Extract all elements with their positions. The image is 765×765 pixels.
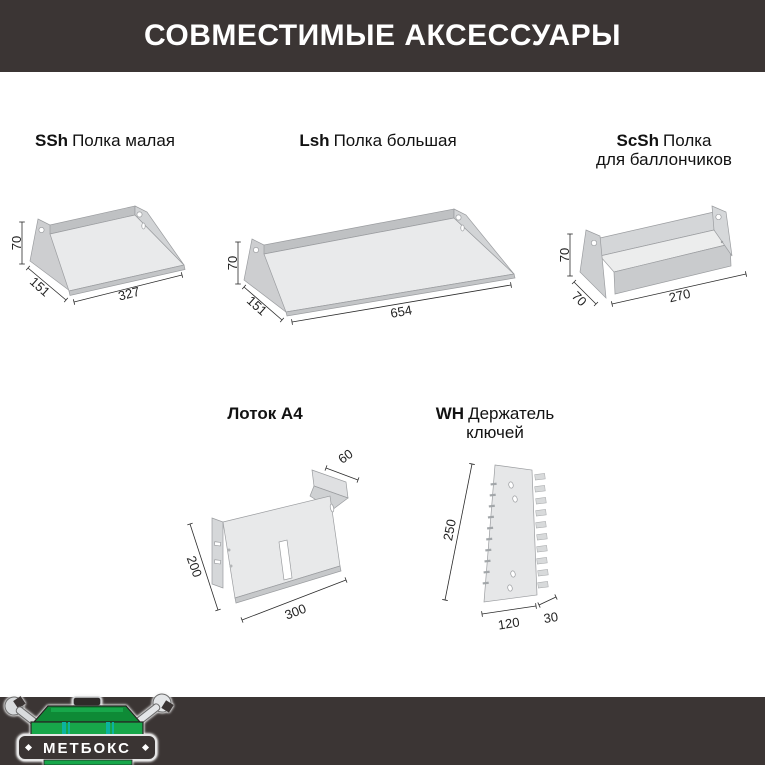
logo-text: МЕТБОКС	[43, 740, 131, 757]
product-title-lotok	[165, 404, 365, 423]
dim-depth: 30	[542, 608, 560, 627]
dim-width: 270	[667, 285, 692, 306]
product-name: Полка	[663, 131, 712, 150]
logo-plaque	[18, 735, 156, 760]
shelf-illustration	[30, 206, 185, 296]
metbox-logo	[2, 694, 177, 765]
dim-height: 70	[9, 235, 24, 251]
product-name: Держатель	[468, 404, 555, 423]
shelf-illustration	[244, 209, 515, 316]
product-name: Полка малая	[72, 131, 175, 150]
product-title-scsh	[564, 131, 764, 169]
product-name-line2: для баллончиков	[596, 150, 732, 169]
dim-height: 70	[225, 255, 240, 271]
product-title-ssh	[10, 131, 200, 150]
dim-depth: 70	[568, 288, 590, 310]
product-name: Полка большая	[333, 131, 457, 150]
lsh-drawing	[222, 190, 537, 330]
tray-illustration	[212, 470, 348, 603]
dim-width: 327	[116, 283, 142, 304]
lotok-drawing	[160, 430, 410, 665]
product-code: SSh	[35, 131, 69, 150]
dim-depth: 60	[335, 446, 356, 467]
wh-drawing	[412, 428, 602, 673]
product-name: Лоток А4	[227, 404, 303, 423]
dim-height: 200	[183, 553, 206, 580]
scsh-drawing	[550, 192, 760, 322]
dim-width: 654	[389, 302, 414, 321]
dim-depth: 151	[26, 273, 54, 300]
dim-height: 250	[440, 517, 459, 542]
product-code: Lsh	[299, 131, 330, 150]
key-holder-illustration	[483, 465, 549, 602]
page-title: СОВМЕСТИМЫЕ АКСЕССУАРЫ	[143, 19, 622, 52]
product-title-lsh	[278, 131, 478, 150]
dim-depth: 151	[243, 292, 271, 319]
ssh-drawing	[8, 186, 208, 321]
shelf-illustration	[580, 206, 732, 298]
dim-width: 300	[282, 600, 309, 623]
dim-height: 70	[557, 247, 572, 263]
product-code: WH	[435, 404, 465, 423]
logo-underline-bar	[44, 760, 132, 765]
dim-width: 120	[496, 614, 521, 633]
product-name-line2: ключей	[466, 423, 524, 442]
header-bar	[0, 0, 765, 72]
toolbox-icon	[31, 697, 143, 735]
product-code: ScSh	[616, 131, 660, 150]
